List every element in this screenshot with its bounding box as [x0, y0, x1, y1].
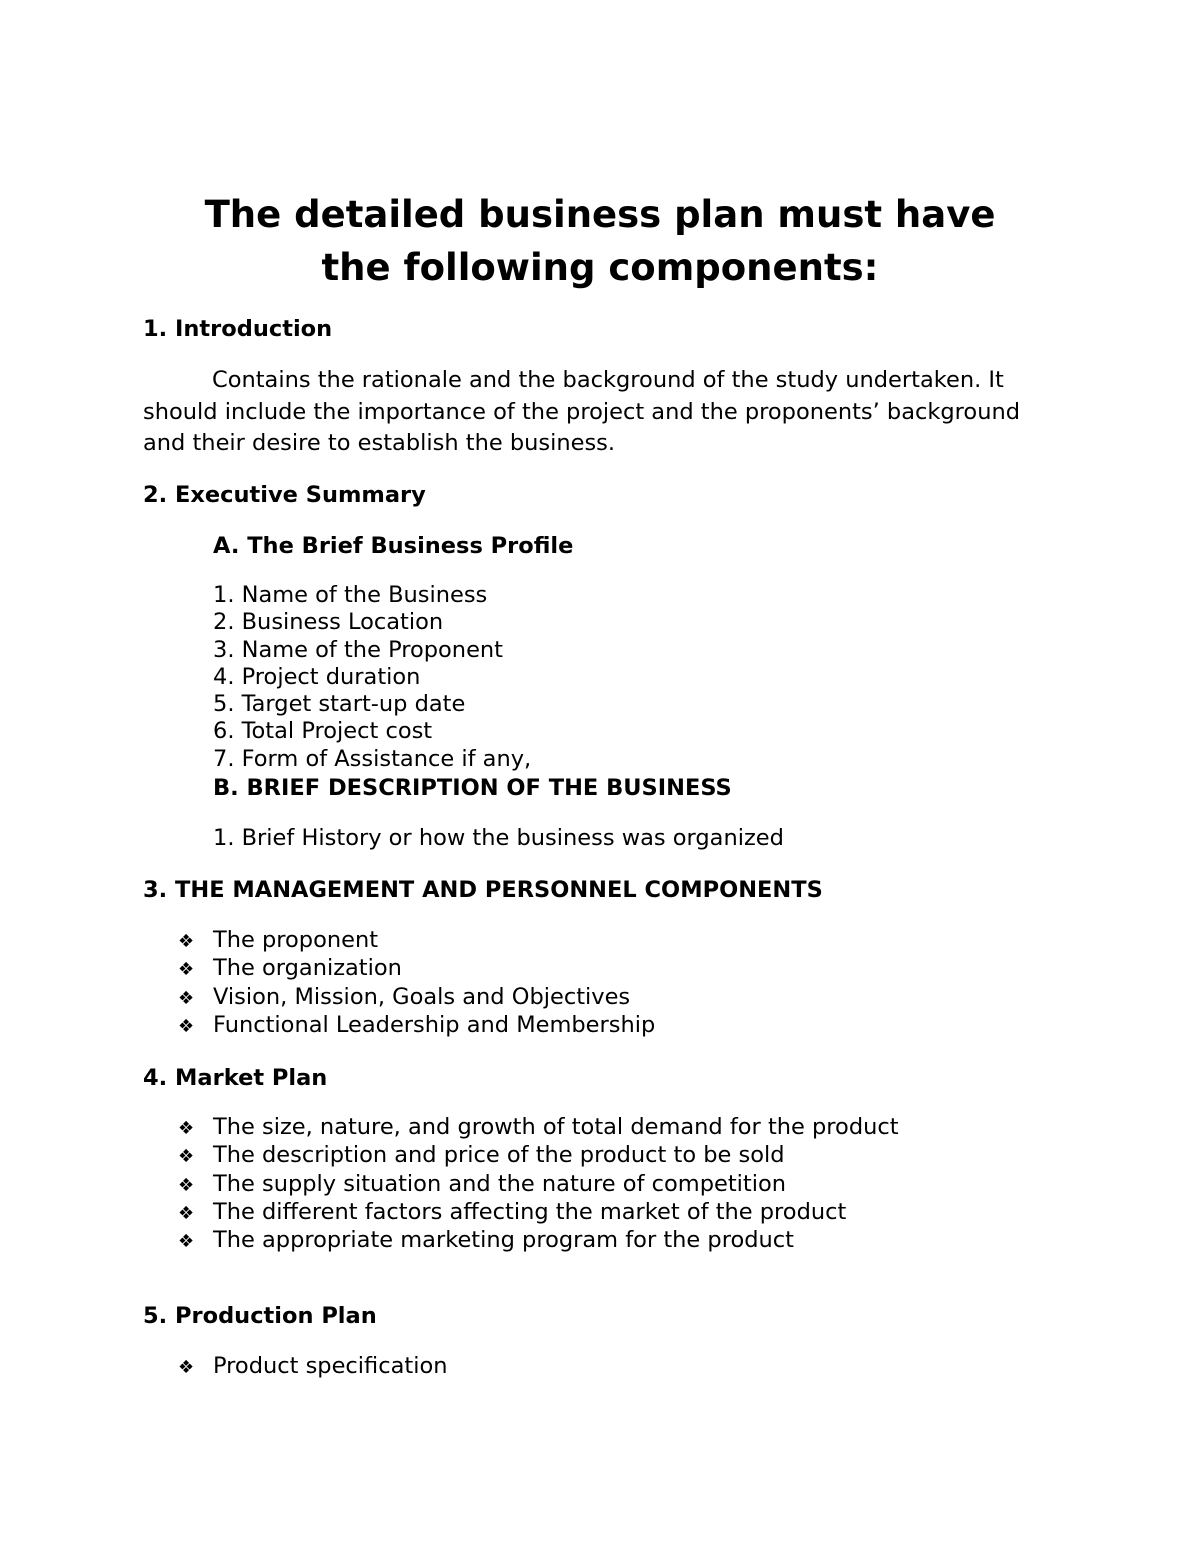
diamond-bullet-icon: ❖: [178, 1118, 195, 1139]
list-item: [178, 984, 655, 1012]
list-item: [178, 1171, 899, 1199]
list-item-text: The proponent: [213, 927, 379, 953]
list-item: 3. Name of the Proponent: [213, 636, 503, 663]
list-item: [178, 955, 655, 983]
list-item-text: The description and price of the product to be sold: [213, 1142, 785, 1169]
section-3-heading: 3. THE MANAGEMENT AND PERSONNEL COMPONENTS: [143, 877, 823, 903]
diamond-bullet-icon: ❖: [178, 1231, 195, 1253]
list-item-text: The organization: [213, 955, 402, 982]
list-item-text: The appropriate marketing program for the product: [213, 1227, 794, 1254]
list-item: 4. Project duration: [213, 663, 421, 690]
section-1-heading: 1. Introduction: [143, 316, 333, 342]
diamond-bullet-icon: ❖: [178, 1202, 195, 1224]
business-profile-list: [213, 582, 531, 773]
page-title-line-2: the following components:: [321, 246, 879, 289]
market-plan-list: [178, 1114, 899, 1255]
page-title-line-1: The detailed business plan must have: [204, 193, 996, 236]
list-item: [178, 1114, 899, 1142]
diamond-bullet-icon: ❖: [178, 987, 195, 1009]
diamond-bullet-icon: ❖: [178, 1357, 195, 1378]
list-item: [178, 1227, 899, 1255]
list-item: 6. Total Project cost: [213, 718, 433, 745]
management-list: [178, 927, 655, 1040]
list-item-text: The supply situation and the nature of competition: [213, 1170, 786, 1197]
diamond-bullet-icon: ❖: [178, 1174, 195, 1196]
section-1-paragraph: Contains the rationale and the background of the study undertaken. It should include the importance of the project and the proponents’ background and their desire to establish the business.: [143, 367, 1021, 456]
list-item: [178, 1199, 899, 1227]
list-item: 7. Form of Assistance if any,: [213, 745, 532, 772]
list-item: [178, 1142, 899, 1170]
list-item: [178, 1012, 655, 1040]
production-plan-list: [178, 1353, 447, 1381]
diamond-bullet-icon: ❖: [178, 1146, 195, 1168]
list-item-text: The different factors affecting the market of the product: [213, 1198, 847, 1225]
list-item-text: Functional Leadership and Membership: [213, 1011, 656, 1038]
diamond-bullet-icon: ❖: [178, 931, 195, 952]
list-item: 1. Brief History or how the business was organized: [213, 825, 784, 851]
list-item: 5. Target start-up date: [213, 691, 466, 718]
section-2a-heading: A. The Brief Business Profile: [213, 533, 574, 559]
list-item-text: Product specification: [213, 1353, 448, 1379]
list-item: 2. Business Location: [213, 609, 444, 636]
diamond-bullet-icon: ❖: [178, 1015, 195, 1037]
section-5-heading: 5. Production Plan: [143, 1303, 377, 1329]
list-item-text: The size, nature, and growth of total demand for the product: [213, 1114, 899, 1140]
diamond-bullet-icon: ❖: [178, 959, 195, 981]
section-2b-heading: B. BRIEF DESCRIPTION OF THE BUSINESS: [213, 775, 732, 801]
list-item-text: Vision, Mission, Goals and Objectives: [213, 983, 631, 1010]
section-2-heading: 2. Executive Summary: [143, 482, 426, 508]
business-description-list: [213, 825, 784, 852]
list-item: [178, 1353, 447, 1381]
section-4-heading: 4. Market Plan: [143, 1065, 328, 1091]
list-item: [178, 927, 655, 955]
list-item: 1. Name of the Business: [213, 582, 488, 608]
